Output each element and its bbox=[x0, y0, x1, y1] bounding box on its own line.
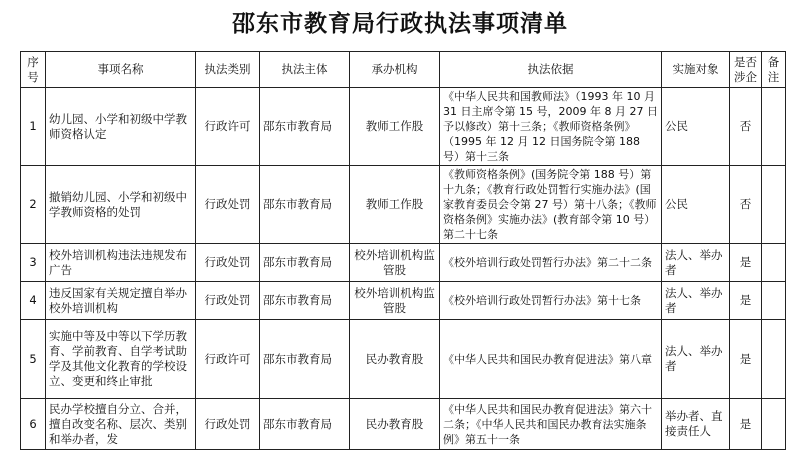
cell-basis: 《中华人民共和国民办教育促进法》第八章 bbox=[440, 320, 662, 399]
cell-enterprise: 否 bbox=[730, 166, 762, 244]
cell-enterprise: 是 bbox=[730, 399, 762, 450]
header-basis: 执法依据 bbox=[440, 52, 662, 88]
cell-item: 撤销幼儿园、小学和初级中学教师资格的处罚 bbox=[46, 166, 196, 244]
cell-subject: 邵东市教育局 bbox=[260, 166, 350, 244]
cell-item: 幼儿园、小学和初级中学教师资格认定 bbox=[46, 88, 196, 166]
cell-target: 公民 bbox=[662, 88, 730, 166]
table-row bbox=[21, 399, 786, 450]
cell-category: 行政处罚 bbox=[196, 282, 260, 320]
cell-basis: 《中华人民共和国教师法》（1993 年 10 月 31 日主席令第 15 号，2009 年 8 月 27 日予以修改）第十三条；《教师资格条例》（1995 年 12 月 12 日国务院令第 188 号）第十三条 bbox=[440, 88, 662, 166]
cell-item: 校外培训机构违法违规发布广告 bbox=[46, 244, 196, 282]
cell-remark bbox=[762, 88, 786, 166]
cell-no: 1 bbox=[21, 88, 46, 166]
cell-item: 民办学校擅自分立、合并，擅自改变名称、层次、类别和举办者，发 bbox=[49, 401, 187, 446]
cell-target: 法人、举办者 bbox=[662, 320, 730, 399]
cell-subject: 邵东市教育局 bbox=[260, 244, 350, 282]
header-subject: 执法主体 bbox=[260, 52, 350, 88]
cell-category: 行政处罚 bbox=[196, 166, 260, 244]
cell-target: 公民 bbox=[662, 166, 730, 244]
cell-item-wrap bbox=[46, 399, 196, 450]
cell-no: 2 bbox=[21, 166, 46, 244]
header-category: 执法类别 bbox=[196, 52, 260, 88]
cell-basis: 《校外培训行政处罚暂行办法》第十七条 bbox=[440, 282, 662, 320]
cell-subject: 邵东市教育局 bbox=[260, 88, 350, 166]
cell-no: 6 bbox=[21, 399, 46, 450]
cell-agency: 教师工作股 bbox=[350, 88, 440, 166]
cell-item: 违反国家有关规定擅自举办校外培训机构 bbox=[46, 282, 196, 320]
header-item: 事项名称 bbox=[46, 52, 196, 88]
table-row bbox=[21, 282, 786, 320]
cell-target: 举办者、直接责任人 bbox=[662, 399, 730, 450]
cell-subject: 邵东市教育局 bbox=[260, 399, 350, 450]
header-agency: 承办机构 bbox=[350, 52, 440, 88]
cell-remark bbox=[762, 244, 786, 282]
cell-agency: 校外培训机构监管股 bbox=[350, 282, 440, 320]
header-target: 实施对象 bbox=[662, 52, 730, 88]
cell-category: 行政许可 bbox=[196, 88, 260, 166]
cell-basis: 《校外培训行政处罚暂行办法》第二十二条 bbox=[440, 244, 662, 282]
cell-no: 5 bbox=[21, 320, 46, 399]
cell-remark bbox=[762, 282, 786, 320]
header-enterprise: 是否涉企 bbox=[730, 52, 762, 88]
table-header-row bbox=[21, 52, 786, 88]
table-row bbox=[21, 244, 786, 282]
cell-enterprise: 否 bbox=[730, 88, 762, 166]
cell-agency: 民办教育股 bbox=[350, 399, 440, 450]
cell-target: 法人、举办者 bbox=[662, 244, 730, 282]
table-row bbox=[21, 88, 786, 166]
cell-enterprise: 是 bbox=[730, 244, 762, 282]
cell-basis: 《中华人民共和国民办教育促进法》第六十二条；《中华人民共和国民办教育法实施条例》第五十一条 bbox=[440, 399, 662, 450]
cell-target: 法人、举办者 bbox=[662, 282, 730, 320]
enforcement-items-table bbox=[20, 51, 786, 450]
cell-subject: 邵东市教育局 bbox=[260, 282, 350, 320]
header-no: 序号 bbox=[21, 52, 46, 88]
cell-category: 行政许可 bbox=[196, 320, 260, 399]
cell-basis: 《教师资格条例》(国务院令第 188 号）第十九条；《教育行政处罚暂行实施办法》(国家教育委员会令第 27 号）第十八条；《教师资格条例》实施办法》(教育部令第 10 号）第二十七条 bbox=[440, 166, 662, 244]
cell-agency: 教师工作股 bbox=[350, 166, 440, 244]
cell-enterprise: 是 bbox=[730, 320, 762, 399]
header-remark: 备注 bbox=[762, 52, 786, 88]
cell-agency: 民办教育股 bbox=[350, 320, 440, 399]
cell-remark bbox=[762, 166, 786, 244]
table-row bbox=[21, 320, 786, 399]
page-title: 邵东市教育局行政执法事项清单 bbox=[232, 11, 568, 37]
cell-agency: 校外培训机构监管股 bbox=[350, 244, 440, 282]
cell-remark bbox=[762, 320, 786, 399]
cell-item: 实施中等及中等以下学历教育、学前教育、自学考试助学及其他文化教育的学校设立、变更和终止审批 bbox=[46, 320, 196, 399]
cell-enterprise: 是 bbox=[730, 282, 762, 320]
cell-no: 3 bbox=[21, 244, 46, 282]
table-row bbox=[21, 166, 786, 244]
cell-category: 行政处罚 bbox=[196, 399, 260, 450]
cell-no: 4 bbox=[21, 282, 46, 320]
cell-category: 行政处罚 bbox=[196, 244, 260, 282]
cell-subject: 邵东市教育局 bbox=[260, 320, 350, 399]
cell-remark bbox=[762, 399, 786, 450]
